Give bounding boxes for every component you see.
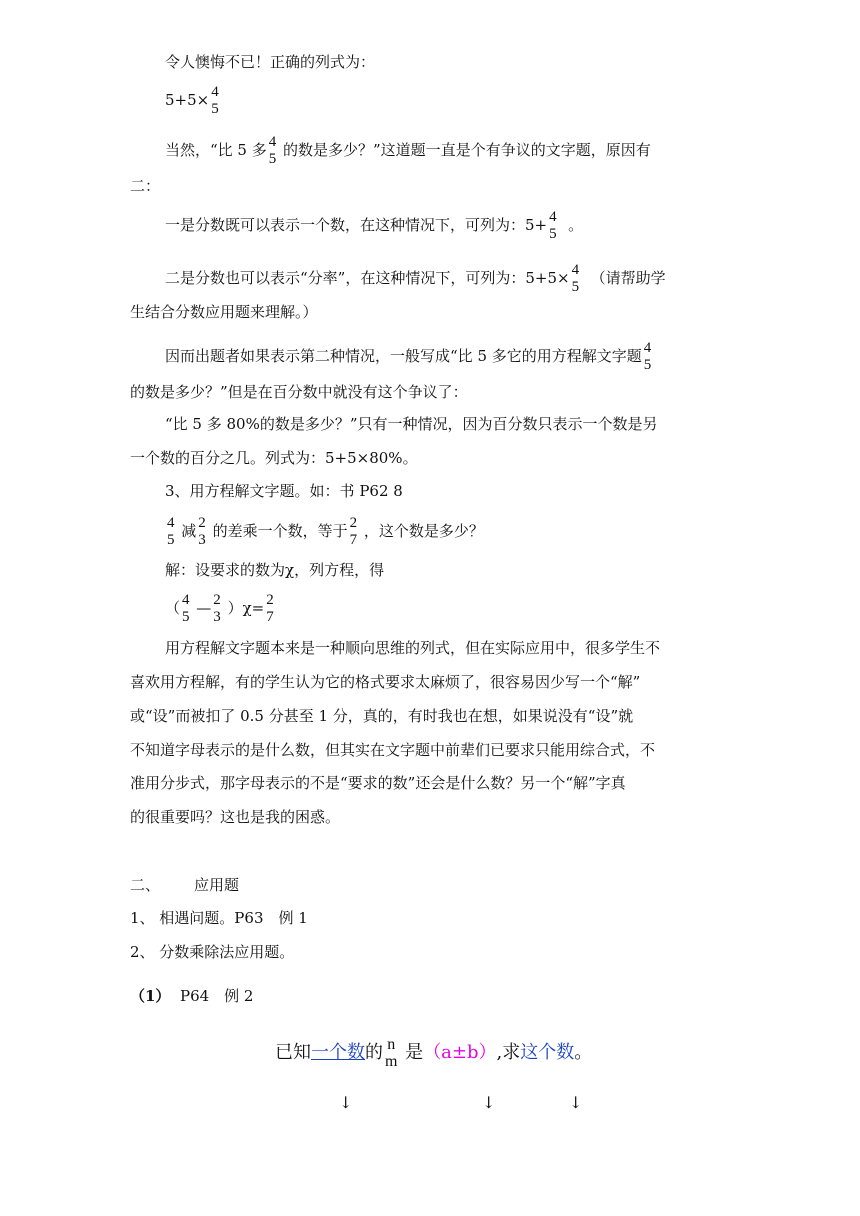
sub-item <box>130 986 253 1006</box>
fraction-numerator: 4 <box>268 134 277 150</box>
fraction <box>349 515 359 549</box>
formula-line <box>275 1036 592 1070</box>
text-line: 一个数的百分之几。列式为：5+5×80%。 <box>130 449 418 467</box>
text-segment: 当然，“比 5 多 <box>165 141 267 159</box>
fraction-denominator: 5 <box>549 226 557 242</box>
text-segment: 是 <box>399 1042 424 1063</box>
fraction-denominator: 3 <box>213 609 221 625</box>
sub-item-text: P64 例 2 <box>179 987 254 1005</box>
fraction <box>384 1036 398 1070</box>
fraction-numerator: 4 <box>167 515 175 531</box>
fraction-numerator: 2 <box>349 515 358 531</box>
fraction-denominator: 5 <box>167 532 175 548</box>
text-segment: 的数是多少？”这道题一直是个有争议的文字题，原因有 <box>278 141 651 159</box>
text-line: 二： <box>130 177 161 195</box>
paragraph-line: 或“设”而被扣了 0.5 分甚至 1 分，真的，有时我也在想，如果说没有“设”就 <box>130 707 634 725</box>
highlighted-term: （a±b） <box>423 1042 497 1063</box>
fraction-denominator: 5 <box>182 609 190 625</box>
section-title: 应用题 <box>194 876 240 894</box>
text-line: 生结合分数应用题来理解。） <box>130 303 318 321</box>
fraction-denominator: 7 <box>349 532 358 548</box>
text-segment: 。 <box>574 1042 593 1063</box>
text-line: “比 5 多 80%的数是多少？”只有一种情况，因为百分数只表示一个数是另 <box>165 415 658 433</box>
highlighted-term: 这个数 <box>520 1042 575 1063</box>
question-line <box>165 515 484 549</box>
down-arrow-icon: ↓ <box>339 1093 353 1112</box>
equation-line <box>165 592 276 626</box>
text-line <box>165 262 666 296</box>
list-item: 1、 相遇问题。P63 例 1 <box>130 909 308 927</box>
fraction-numerator: 2 <box>198 515 206 531</box>
text-segment: 二是分数也可以表示“分率”，在这种情况下，可列为：5+5× <box>165 269 570 287</box>
fraction <box>210 84 220 118</box>
fraction-numerator: 4 <box>571 262 580 278</box>
fraction-numerator: 4 <box>182 592 190 608</box>
fraction <box>166 515 176 549</box>
paragraph-line: 不知道字母表示的是什么数，但其实在文字题中前辈们已要求只能用综合式，不 <box>130 741 656 759</box>
text-line <box>165 134 651 168</box>
paragraph-line: 的很重要吗？这也是我的困惑。 <box>130 808 341 826</box>
fraction-denominator: 7 <box>266 609 274 625</box>
text-segment: 的 <box>365 1042 383 1063</box>
fraction-numerator: 2 <box>266 592 274 608</box>
fraction <box>643 340 653 374</box>
text-line: 令人懊悔不已！正确的列式为： <box>165 53 376 71</box>
fraction-denominator: 5 <box>268 151 277 167</box>
fraction <box>265 592 275 626</box>
section-heading <box>130 875 239 895</box>
fraction-numerator: 4 <box>643 340 652 356</box>
fraction-numerator: n <box>387 1036 396 1053</box>
fraction <box>268 134 278 168</box>
text-line <box>165 340 653 374</box>
fraction <box>548 209 558 243</box>
text-segment: ，这个数是多少？ <box>363 522 484 540</box>
fraction-denominator: m <box>385 1053 398 1070</box>
down-arrow-icon: ↓ <box>482 1093 496 1112</box>
fraction <box>571 262 581 296</box>
paragraph-line: 喜欢用方程解，有的学生认为它的格式要求太麻烦了，很容易因少写一个“解” <box>130 673 641 691</box>
minus-sign: — <box>196 599 212 617</box>
fraction <box>181 592 191 626</box>
fraction <box>212 592 222 626</box>
text-segment: 因而出题者如果表示第二种情况，一般写成“比 5 多它的用方程解文字题 <box>165 347 642 365</box>
fraction-denominator: 5 <box>643 357 652 373</box>
section-number: 二、 <box>130 876 161 894</box>
text-line: 3、用方程解文字题。如：书 P62 8 <box>165 482 403 500</box>
list-item: 2、 分数乘除法应用题。 <box>130 943 295 961</box>
text-segment: （ <box>165 599 181 617</box>
text-segment: 。 <box>568 216 584 234</box>
expression-text: 5+5× <box>165 91 210 109</box>
fraction-numerator: 4 <box>549 209 557 225</box>
fraction <box>197 515 207 549</box>
sub-item-number: （1） <box>130 987 171 1005</box>
text-line <box>165 209 583 243</box>
expression-line <box>165 84 221 118</box>
paragraph-line: 用方程解文字题本来是一种顺向思维的列式，但在实际应用中，很多学生不 <box>165 639 661 657</box>
paragraph-line: 准用分步式，那字母表示的不是“要求的数”还会是什么数？另一个“解”字真 <box>130 774 626 792</box>
text-segment: 的差乘一个数，等于 <box>212 522 348 540</box>
text-line: 解：设要求的数为χ，列方程，得 <box>165 561 385 579</box>
text-segment: 减 <box>181 522 197 540</box>
down-arrow-icon: ↓ <box>569 1093 583 1112</box>
text-line: 的数是多少？”但是在百分数中就没有这个争议了： <box>130 383 468 401</box>
fraction-numerator: 4 <box>211 84 219 100</box>
fraction-denominator: 5 <box>211 101 219 117</box>
text-segment: （请帮助学 <box>590 269 666 287</box>
text-segment: ,求 <box>496 1042 521 1063</box>
text-segment: 一是分数既可以表示一个数，在这种情况下，可列为：5+ <box>165 216 548 234</box>
fraction-denominator: 3 <box>198 532 206 548</box>
text-segment: 已知 <box>275 1042 311 1063</box>
fraction-numerator: 2 <box>213 592 221 608</box>
text-segment: ）χ= <box>227 599 265 617</box>
highlighted-term: 一个数 <box>311 1042 365 1063</box>
fraction-denominator: 5 <box>571 279 580 295</box>
